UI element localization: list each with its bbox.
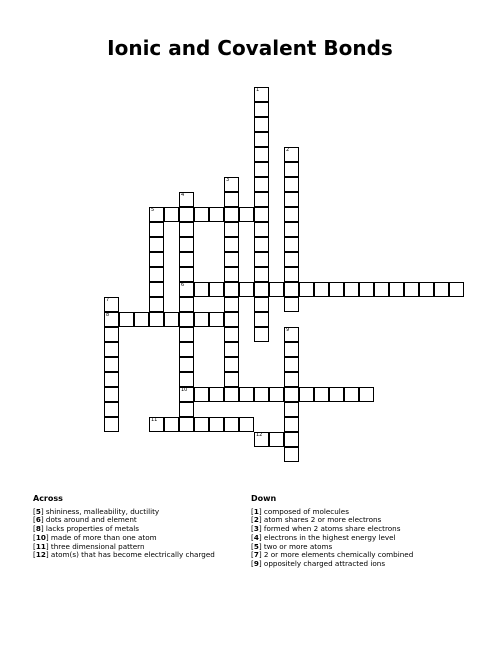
- across-clue-8: [8] lacks properties of metals: [33, 524, 140, 534]
- grid-cell[interactable]: [149, 417, 164, 432]
- grid-cell[interactable]: [239, 387, 254, 402]
- clue-number: 11: [35, 541, 46, 551]
- clue-text: atom shares 2 or more electrons: [263, 515, 382, 525]
- grid-cell[interactable]: [299, 387, 314, 402]
- cell-number: 5: [151, 207, 155, 213]
- grid-cell[interactable]: [284, 177, 299, 192]
- cell-number: 4: [181, 192, 185, 198]
- grid-cell[interactable]: [179, 312, 194, 327]
- grid-cell[interactable]: [239, 282, 254, 297]
- grid-cell[interactable]: [224, 282, 239, 297]
- clue-text: lacks properties of metals: [45, 524, 140, 534]
- grid-cell[interactable]: [284, 282, 299, 297]
- grid-cell[interactable]: [254, 117, 269, 132]
- down-clue-7: [7] 2 or more elements chemically combined: [251, 550, 414, 560]
- across-clue-11: [11] three dimensional pattern: [33, 541, 145, 551]
- grid-cell[interactable]: [254, 327, 269, 342]
- grid-cell[interactable]: [224, 312, 239, 327]
- clue-number: 3: [253, 524, 259, 534]
- cell-number: 3: [226, 177, 230, 183]
- grid-cell[interactable]: [119, 312, 134, 327]
- grid-cell[interactable]: [254, 132, 269, 147]
- grid-cell[interactable]: [179, 192, 194, 207]
- cell-number: 11: [151, 417, 158, 423]
- grid-cell[interactable]: [149, 222, 164, 237]
- grid-cell[interactable]: [194, 387, 209, 402]
- down-clue-4: [4] electrons in the highest energy level: [251, 532, 396, 542]
- grid-cell[interactable]: [104, 357, 119, 372]
- down-clue-9: [9] oppositely charged attracted ions: [251, 558, 386, 568]
- grid-cell[interactable]: [224, 327, 239, 342]
- grid-cell[interactable]: [164, 417, 179, 432]
- grid-cell[interactable]: [179, 237, 194, 252]
- grid-cell[interactable]: [209, 282, 224, 297]
- grid-cell[interactable]: [284, 357, 299, 372]
- grid-cell[interactable]: [254, 387, 269, 402]
- grid-cell[interactable]: [239, 417, 254, 432]
- grid-cell[interactable]: [179, 327, 194, 342]
- across-clues: [33, 495, 243, 560]
- grid-cell[interactable]: [209, 417, 224, 432]
- across-clue-5: [5] shininess, malleability, ductility: [33, 506, 160, 516]
- cell-number: 10: [181, 387, 188, 393]
- grid-cell[interactable]: [254, 207, 269, 222]
- grid-cell[interactable]: [179, 402, 194, 417]
- grid-cell[interactable]: [224, 252, 239, 267]
- grid-cell[interactable]: [224, 297, 239, 312]
- grid-cell[interactable]: [164, 207, 179, 222]
- grid-cell[interactable]: [284, 207, 299, 222]
- grid-cell[interactable]: [449, 282, 464, 297]
- grid-cell[interactable]: [224, 207, 239, 222]
- clue-text: atom(s) that has become electrically charged: [50, 550, 215, 560]
- cell-number: 8: [106, 312, 110, 318]
- grid-cell[interactable]: [149, 312, 164, 327]
- grid-cell[interactable]: [149, 267, 164, 282]
- grid-cell[interactable]: [329, 387, 344, 402]
- grid-cell[interactable]: [254, 432, 269, 447]
- grid-cell[interactable]: [359, 282, 374, 297]
- grid-cell[interactable]: [284, 327, 299, 342]
- grid-cell[interactable]: [284, 192, 299, 207]
- clue-number: 10: [35, 532, 46, 542]
- grid-cell[interactable]: [104, 372, 119, 387]
- grid-cell[interactable]: [104, 417, 119, 432]
- grid-cell[interactable]: [194, 312, 209, 327]
- grid-cell[interactable]: [224, 192, 239, 207]
- grid-cell[interactable]: [254, 192, 269, 207]
- grid-cell[interactable]: [284, 297, 299, 312]
- clue-text: 2 or more elements chemically combined: [263, 550, 414, 560]
- grid-cell[interactable]: [284, 222, 299, 237]
- grid-cell[interactable]: [104, 312, 119, 327]
- grid-cell[interactable]: [179, 387, 194, 402]
- grid-cell[interactable]: [179, 282, 194, 297]
- grid-cell[interactable]: [194, 207, 209, 222]
- clue-number: 5: [253, 541, 259, 551]
- clue-text: shininess, malleability, ductility: [45, 506, 160, 516]
- grid-cell[interactable]: [344, 387, 359, 402]
- grid-cell[interactable]: [374, 282, 389, 297]
- grid-cell[interactable]: [179, 357, 194, 372]
- clue-number: 1: [253, 506, 259, 516]
- grid-cell[interactable]: [284, 387, 299, 402]
- grid-cell[interactable]: [134, 312, 149, 327]
- grid-cell[interactable]: [254, 147, 269, 162]
- clue-number: 5: [35, 506, 41, 516]
- down-clue-5: [5] two or more atoms: [251, 541, 333, 551]
- grid-cell[interactable]: [329, 282, 344, 297]
- grid-cell[interactable]: [209, 207, 224, 222]
- down-clue-2: [2] atom shares 2 or more electrons: [251, 515, 382, 525]
- grid-cell[interactable]: [389, 282, 404, 297]
- grid-cell[interactable]: [299, 282, 314, 297]
- grid-cell[interactable]: [179, 267, 194, 282]
- grid-cell[interactable]: [224, 222, 239, 237]
- grid-cell[interactable]: [149, 207, 164, 222]
- grid-cell[interactable]: [254, 222, 269, 237]
- grid-cell[interactable]: [254, 312, 269, 327]
- grid-cell[interactable]: [254, 297, 269, 312]
- clue-number: 6: [35, 515, 41, 525]
- grid-cell[interactable]: [284, 267, 299, 282]
- grid-cell[interactable]: [254, 162, 269, 177]
- grid-cell[interactable]: [224, 177, 239, 192]
- grid-cell[interactable]: [239, 207, 254, 222]
- clue-text: dots around and element: [45, 515, 137, 525]
- grid-cell[interactable]: [254, 177, 269, 192]
- cell-number: 2: [286, 147, 290, 153]
- grid-cell[interactable]: [284, 417, 299, 432]
- grid-cell[interactable]: [359, 387, 374, 402]
- grid-cell[interactable]: [404, 282, 419, 297]
- clue-text: electrons in the highest energy level: [263, 532, 396, 542]
- grid-cell[interactable]: [104, 342, 119, 357]
- grid-cell[interactable]: [209, 387, 224, 402]
- clue-text: three dimensional pattern: [50, 541, 145, 551]
- clue-number: 8: [35, 524, 41, 534]
- clue-text: oppositely charged attracted ions: [263, 558, 386, 568]
- grid-cell[interactable]: [224, 267, 239, 282]
- clue-number: 9: [253, 558, 259, 568]
- grid-cell[interactable]: [149, 252, 164, 267]
- clue-number: 2: [253, 515, 259, 525]
- grid-cell[interactable]: [284, 447, 299, 462]
- grid-cell[interactable]: [179, 417, 194, 432]
- grid-cell[interactable]: [179, 372, 194, 387]
- grid-cell[interactable]: [269, 387, 284, 402]
- clue-text: two or more atoms: [263, 541, 333, 551]
- grid-cell[interactable]: [224, 342, 239, 357]
- grid-cell[interactable]: [179, 252, 194, 267]
- grid-cell[interactable]: [194, 282, 209, 297]
- clue-text: made of more than one atom: [50, 532, 157, 542]
- grid-cell[interactable]: [179, 297, 194, 312]
- grid-cell[interactable]: [269, 432, 284, 447]
- grid-cell[interactable]: [224, 372, 239, 387]
- grid-cell[interactable]: [149, 237, 164, 252]
- grid-cell[interactable]: [104, 327, 119, 342]
- grid-cell[interactable]: [284, 252, 299, 267]
- down-clue-3: [3] formed when 2 atoms share electrons: [251, 524, 401, 534]
- grid-cell[interactable]: [164, 312, 179, 327]
- grid-cell[interactable]: [269, 282, 284, 297]
- grid-cell[interactable]: [254, 282, 269, 297]
- across-clue-list: [33, 508, 243, 560]
- grid-cell[interactable]: [284, 432, 299, 447]
- grid-cell[interactable]: [254, 267, 269, 282]
- grid-cell[interactable]: [224, 387, 239, 402]
- grid-cell[interactable]: [419, 282, 434, 297]
- clue-number: 12: [35, 550, 46, 560]
- clue-text: composed of molecules: [263, 506, 349, 516]
- down-clue-list: [251, 508, 471, 569]
- down-clues: [251, 495, 471, 569]
- grid-cell[interactable]: [104, 387, 119, 402]
- across-clue-6: [6] dots around and element: [33, 515, 137, 525]
- down-heading: Down: [251, 494, 277, 503]
- grid-cell[interactable]: [149, 282, 164, 297]
- grid-cell[interactable]: [149, 297, 164, 312]
- grid-cell[interactable]: [209, 312, 224, 327]
- grid-cell[interactable]: [344, 282, 359, 297]
- grid-cell[interactable]: [254, 87, 269, 102]
- grid-cell[interactable]: [314, 387, 329, 402]
- grid-cell[interactable]: [254, 237, 269, 252]
- cell-number: 6: [181, 282, 185, 288]
- cell-number: 9: [286, 327, 290, 333]
- puzzle-title: Ionic and Covalent Bonds: [107, 36, 393, 60]
- grid-cell[interactable]: [224, 237, 239, 252]
- grid-cell[interactable]: [314, 282, 329, 297]
- down-clue-1: [1] composed of molecules: [251, 506, 349, 516]
- cell-number: 12: [256, 432, 263, 438]
- cell-number: 7: [106, 297, 110, 303]
- grid-cell[interactable]: [104, 297, 119, 312]
- grid-cell[interactable]: [254, 102, 269, 117]
- clue-number: 7: [253, 550, 259, 560]
- cell-number: 1: [256, 87, 260, 93]
- grid-cell[interactable]: [224, 417, 239, 432]
- grid-cell[interactable]: [179, 342, 194, 357]
- clue-number: 4: [253, 532, 259, 542]
- grid-cell[interactable]: [224, 357, 239, 372]
- grid-cell[interactable]: [194, 417, 209, 432]
- grid-cell[interactable]: [284, 147, 299, 162]
- across-heading: Across: [33, 494, 63, 503]
- grid-cell[interactable]: [104, 402, 119, 417]
- grid-cell[interactable]: [434, 282, 449, 297]
- grid-cell[interactable]: [284, 342, 299, 357]
- across-clue-12: [12] atom(s) that has become electrically charged: [33, 550, 215, 560]
- clue-text: formed when 2 atoms share electrons: [263, 524, 401, 534]
- grid-cell[interactable]: [284, 237, 299, 252]
- grid-cell[interactable]: [179, 207, 194, 222]
- across-clue-10: [10] made of more than one atom: [33, 532, 157, 542]
- grid-cell[interactable]: [284, 372, 299, 387]
- grid-cell[interactable]: [284, 402, 299, 417]
- grid-cell[interactable]: [284, 162, 299, 177]
- grid-cell[interactable]: [179, 222, 194, 237]
- grid-cell[interactable]: [254, 252, 269, 267]
